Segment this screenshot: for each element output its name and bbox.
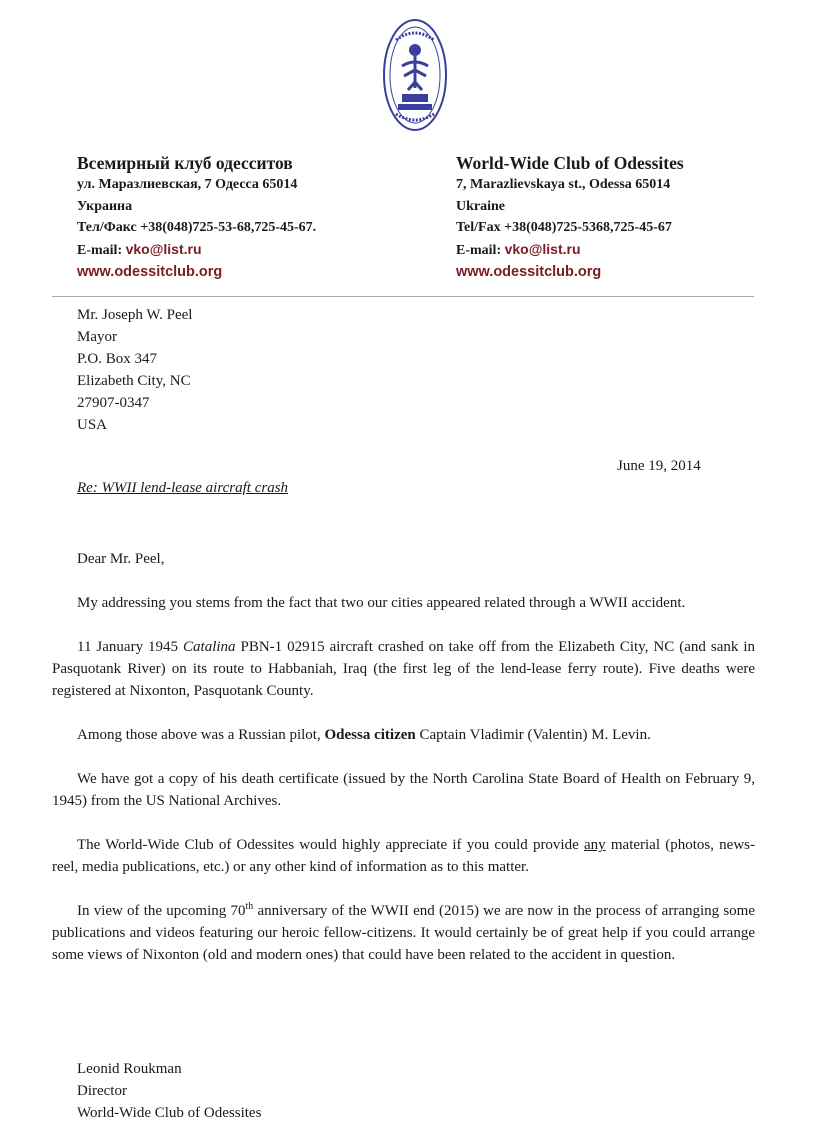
- recipient-name: Mr. Joseph W. Peel: [77, 307, 193, 323]
- signer-title: Director: [77, 1083, 127, 1099]
- phone-ru: Тел/Факс +38(048)725-53-68,725-45-67.: [77, 220, 317, 235]
- recipient-city: Elizabeth City, NC: [77, 373, 191, 389]
- letterhead-english: [456, 152, 684, 283]
- recipient-zip: 27907-0347: [77, 395, 150, 411]
- paragraph-6: In view of the upcoming 70th anniversary of the WWII end (2015) we are now in the process of arranging some publications and videos featuring our heroic fellow-citizens. It would certainly be of great help if you could arrange some views of Nixonton (old and modern ones) that could have been related to the accident in question.: [52, 901, 756, 963]
- recipient-country: USA: [77, 417, 108, 433]
- header-divider: [52, 296, 754, 297]
- org-name-en: World-Wide Club of Odessites: [456, 153, 684, 173]
- club-emblem-icon: [382, 18, 448, 133]
- website-link-ru[interactable]: www.odessitclub.org: [77, 264, 223, 280]
- address-en: 7, Marazlievskaya st., Odessa 65014: [456, 177, 671, 192]
- paragraph-1: My addressing you stems from the fact that two our cities appeared related through a WWII accident.: [77, 595, 686, 611]
- email-ru: [77, 239, 316, 262]
- paragraph-2: 11 January 1945 Catalina PBN-1 02915 aircraft crashed on take off from the Elizabeth City, NC (and sank in Pasquotank River) on its route to Habbaniah, Iraq (the first leg of the lend-lease ferry route). Five deaths were registered at Nixonton, Pasquotank County.: [52, 639, 755, 699]
- recipient-title: Mayor: [77, 329, 117, 345]
- signature-block: [77, 1058, 261, 1124]
- subject-line: Re: WWII lend-lease aircraft crash: [77, 480, 289, 496]
- country-en: Ukraine: [456, 198, 505, 214]
- salutation: Dear Mr. Peel,: [77, 551, 165, 567]
- recipient-address: [77, 304, 192, 436]
- signer-org: World-Wide Club of Odessites: [77, 1105, 262, 1121]
- website-link-en[interactable]: www.odessitclub.org: [456, 264, 602, 280]
- email-link-ru[interactable]: vko@list.ru: [125, 240, 202, 257]
- letter-body: [52, 548, 755, 966]
- paragraph-5: The World-Wide Club of Odessites would highly appreciate if you could provide any material (photos, news-reel, media publications, etc.) or any other kind of information as to this matter.: [52, 837, 755, 875]
- letterhead-russian: [77, 152, 316, 283]
- country-ru: Украина: [77, 198, 133, 214]
- org-name-ru: Всемирный клуб одесситов: [77, 153, 293, 173]
- phone-en: Tel/Fax +38(048)725-5368,725-45-67: [456, 220, 672, 235]
- email-link-en[interactable]: vko@list.ru: [504, 240, 581, 257]
- recipient-po-box: P.O. Box 347: [77, 351, 158, 367]
- email-label-ru: E-mail:: [77, 242, 126, 258]
- email-label-en: E-mail:: [456, 242, 505, 258]
- email-en: [456, 239, 684, 262]
- paragraph-3: Among those above was a Russian pilot, Odessa citizen Captain Vladimir (Valentin) M. Levin.: [77, 727, 651, 743]
- address-ru: ул. Маразлиевская, 7 Одесса 65014: [77, 177, 298, 192]
- signer-name: Leonid Roukman: [77, 1061, 182, 1077]
- letter-date: June 19, 2014: [617, 458, 701, 474]
- paragraph-4: We have got a copy of his death certificate (issued by the North Carolina State Board of Health on February 9, 1945) from the US National Archives.: [52, 771, 755, 809]
